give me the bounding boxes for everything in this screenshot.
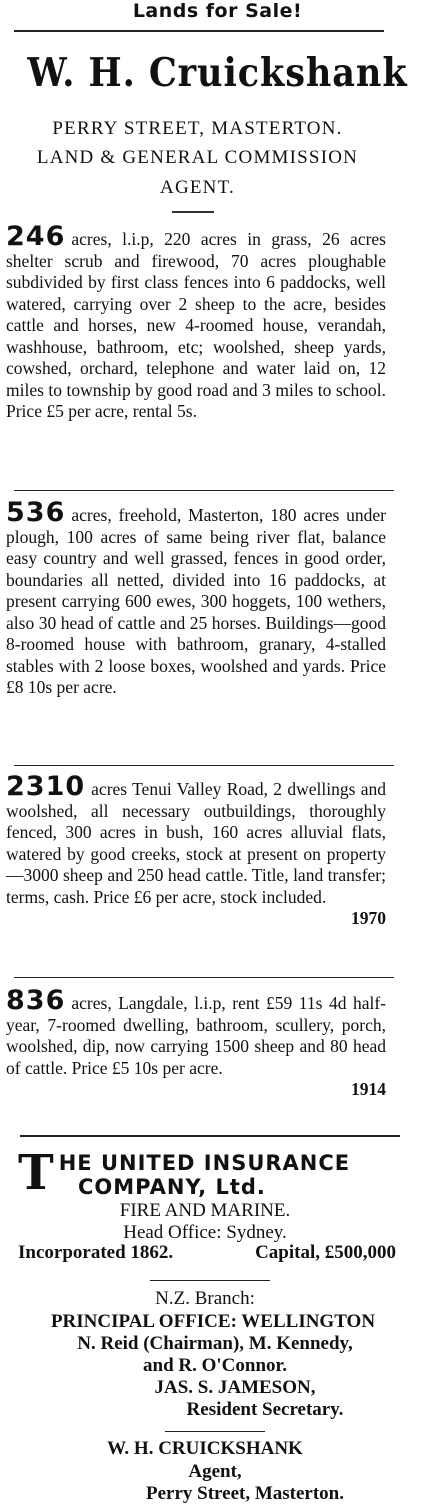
- insurance-directors-line2: and R. O'Connor.: [143, 1355, 287, 1376]
- listing-item: [6, 497, 386, 699]
- insurance-incorporated: Incorporated 1862.: [18, 1242, 174, 1263]
- section-heading: Lands for Sale!: [132, 0, 303, 22]
- insurance-title: [18, 1145, 398, 1201]
- insurance-incorporation-row: [18, 1242, 396, 1264]
- agent-role-line1: LAND & GENERAL COMMISSION: [36, 147, 359, 168]
- heading-rule: [14, 30, 384, 32]
- listing-divider: [14, 490, 394, 491]
- insurance-branch: N.Z. Branch:: [155, 1288, 255, 1309]
- listing-text: acres, freehold, Masterton, 180 acres under plough, 100 acres of same being river flat, balance easy country and well grassed, fences in good order, boundaries all netted, divided into 16 paddocks, at present carrying 600 ewes, 300 hoggets, 100 wethers, also 30 head of cattle and 25 horses. Buildings—good 8-roomed house with bathroom, granary, 4-stalled stables with 2 loose boxes, woolshed and yards. Price £8 10s per acre.: [6, 505, 386, 697]
- section-divider: [20, 1135, 400, 1137]
- insurance-divider: [150, 1280, 270, 1281]
- insurance-title-line2: COMPANY, Ltd.: [78, 1175, 266, 1199]
- insurance-agent-name: W. H. CRUICKSHANK: [107, 1438, 303, 1459]
- listing-item: [6, 221, 386, 423]
- insurance-agent-address: Perry Street, Masterton.: [146, 1483, 344, 1504]
- insurance-divider: [165, 1431, 265, 1432]
- insurance-fire-marine: FIRE AND MARINE.: [119, 1200, 291, 1221]
- listing-acres: 536: [6, 497, 66, 528]
- insurance-title-initial: T: [18, 1145, 55, 1201]
- insurance-head-office: Head Office: Sydney.: [123, 1222, 287, 1243]
- insurance-directors-line1: N. Reid (Chairman), M. Kennedy,: [77, 1333, 353, 1354]
- insurance-secretary-title: Resident Secretary.: [186, 1399, 344, 1420]
- agent-address: PERRY STREET, MASTERTON.: [52, 118, 343, 139]
- insurance-capital: Capital, £500,000: [255, 1242, 396, 1263]
- listing-reference: 1970: [351, 908, 386, 928]
- agent-name: W. H. Cruickshank: [27, 50, 408, 96]
- listing-text: acres, l.i.p, 220 acres in grass, 26 acres shelter scrub and firewood, 70 acres ploughable subdivided by first class fences into 6 paddocks, well watered, carrying over 2 sheep to the acre, besides cattle and horses, new 4-roomed house, verandah, washhouse, bathroom, etc; woolshed, sheep yards, cowshed, orchard, telephone and water laid on, 12 miles to township by good road and 3 miles to school. Price £5 per acre, rental 5s.: [6, 229, 386, 421]
- listing-item: [6, 771, 386, 930]
- insurance-secretary-name: JAS. S. JAMESON,: [154, 1377, 316, 1398]
- listing-acres: 836: [6, 985, 66, 1016]
- agent-role-line2: AGENT.: [160, 177, 235, 198]
- listing-acres: 246: [6, 221, 66, 252]
- listing-item: [6, 985, 386, 1101]
- insurance-agent-title: Agent,: [188, 1461, 242, 1482]
- listing-acres: 2310: [6, 771, 86, 802]
- insurance-principal-office: PRINCIPAL OFFICE: WELLINGTON: [50, 1311, 376, 1332]
- insurance-title-line1: HE UNITED INSURANCE: [58, 1151, 351, 1175]
- listing-divider: [14, 977, 394, 978]
- listing-text: acres, Langdale, l.i.p, rent £59 11s 4d half-year, 7-roomed dwelling, bathroom, scullery, porch, woolshed, dip, now carrying 1500 sheep and 80 head of cattle. Price £5 10s per acre.: [6, 993, 386, 1078]
- agent-divider: [172, 211, 214, 213]
- listing-divider: [14, 765, 394, 766]
- listing-text: acres Tenui Valley Road, 2 dwellings and woolshed, all necessary outbuildings, thoroughly fenced, 300 acres in bush, 160 acres alluvial flats, watered by good creeks, stock at present on property—3000 sheep and 250 head cattle. Title, land transfer; terms, cash. Price £6 per acre, stock included.: [6, 779, 386, 907]
- listing-reference: 1914: [351, 1079, 386, 1099]
